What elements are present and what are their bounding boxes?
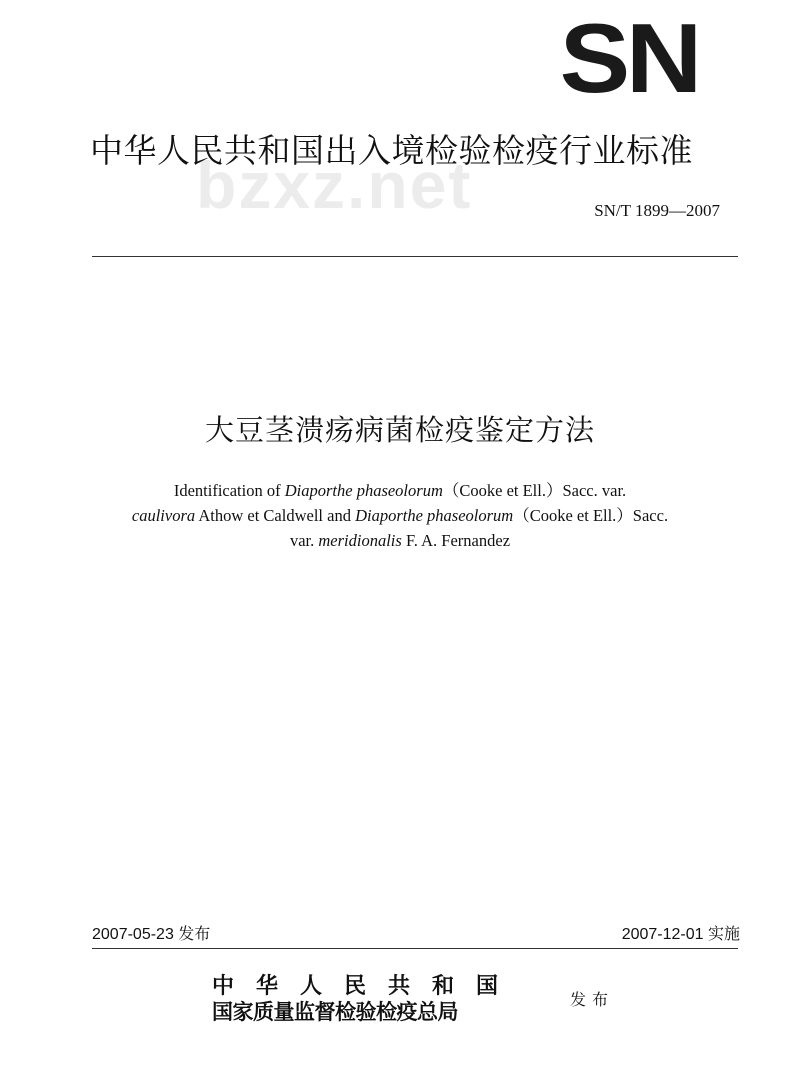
english-title-segment: Diaporthe phaseolorum: [284, 481, 443, 500]
standard-category-title: 中华人民共和国出入境检验检疫行业标准: [90, 131, 693, 170]
effective-date: 2007-12-01 实施: [621, 926, 740, 943]
issue-label: 发布: [570, 990, 615, 1009]
english-title-segment: Identification of: [173, 481, 285, 500]
english-title-segment: meridionalis: [318, 531, 402, 550]
document-title-chinese: 大豆茎溃疡病菌检疫鉴定方法: [204, 413, 595, 447]
english-title-segment: （Cooke et Ell.）Sacc. var.: [442, 481, 627, 500]
english-title-segment: （Cooke et Ell.）Sacc.: [513, 506, 669, 525]
english-title-segment: caulivora: [131, 506, 196, 525]
standard-number: SN/T 1899—2007: [594, 201, 720, 220]
issue-date: 2007-05-23 发布: [92, 926, 211, 943]
english-title-segment: Athow et Caldwell and: [195, 506, 356, 525]
watermark: bzxz.net: [196, 148, 473, 222]
issuer-name-line2: 国家质量监督检验检疫总局: [212, 999, 458, 1024]
document-title-english: [100, 478, 700, 558]
english-title-segment: Diaporthe phaseolorum: [355, 506, 514, 525]
footer-divider: [92, 948, 738, 949]
issuer-name-line1: 中华人民共和国: [212, 973, 521, 999]
english-title-segment: var.: [289, 531, 319, 550]
sn-logo: SN: [559, 3, 698, 113]
english-title-segment: F. A. Fernandez: [401, 531, 511, 550]
header-divider: [92, 256, 738, 257]
